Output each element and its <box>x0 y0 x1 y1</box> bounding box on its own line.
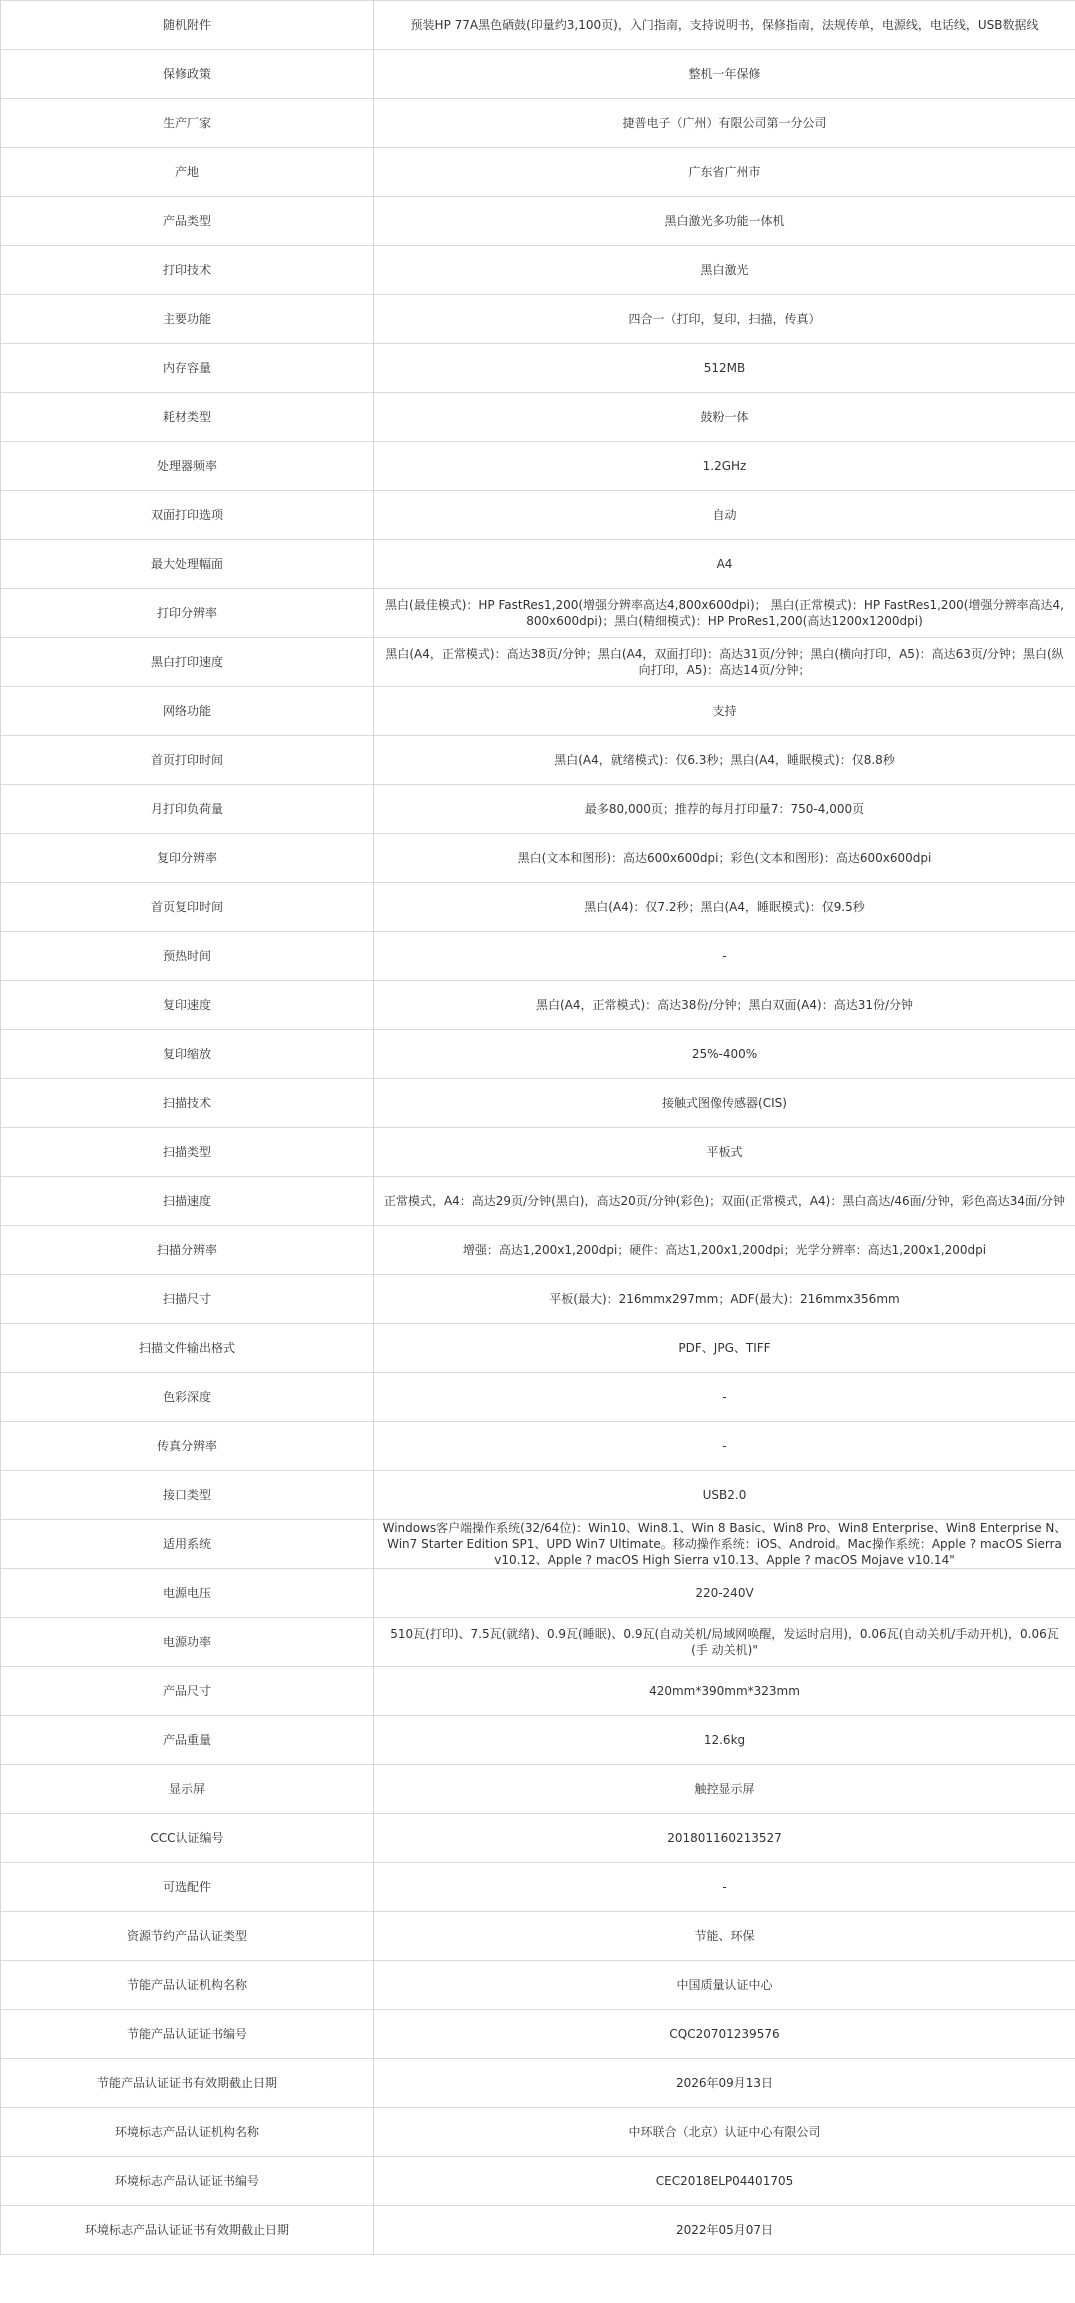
spec-label: 打印分辨率 <box>1 589 374 638</box>
spec-label: 耗材类型 <box>1 393 374 442</box>
spec-value: 201801160213527 <box>374 1814 1075 1863</box>
spec-row <box>1 1618 1075 1667</box>
spec-row <box>1 1 1075 50</box>
spec-row <box>1 1373 1075 1422</box>
spec-row <box>1 2010 1075 2059</box>
spec-value: 中国质量认证中心 <box>374 1961 1075 2010</box>
spec-value: 黑白(A4，就绪模式)：仅6.3秒；黑白(A4，睡眠模式)：仅8.8秒 <box>374 736 1075 785</box>
spec-row <box>1 1177 1075 1226</box>
spec-label: 节能产品认证机构名称 <box>1 1961 374 2010</box>
spec-value: 25%-400% <box>374 1030 1075 1079</box>
spec-value: - <box>374 1863 1075 1912</box>
spec-value: 支持 <box>374 687 1075 736</box>
spec-label: 主要功能 <box>1 295 374 344</box>
spec-row <box>1 2059 1075 2108</box>
spec-label: 双面打印选项 <box>1 491 374 540</box>
spec-row <box>1 246 1075 295</box>
spec-label: 扫描速度 <box>1 1177 374 1226</box>
spec-label: 月打印负荷量 <box>1 785 374 834</box>
spec-row <box>1 1128 1075 1177</box>
spec-row <box>1 883 1075 932</box>
spec-label: 环境标志产品认证机构名称 <box>1 2108 374 2157</box>
spec-row <box>1 2206 1075 2255</box>
spec-value: CEC2018ELP04401705 <box>374 2157 1075 2206</box>
spec-value: 12.6kg <box>374 1716 1075 1765</box>
spec-value: - <box>374 932 1075 981</box>
spec-row <box>1 589 1075 638</box>
spec-row <box>1 1471 1075 1520</box>
spec-row <box>1 344 1075 393</box>
spec-row <box>1 932 1075 981</box>
spec-label: 节能产品认证证书有效期截止日期 <box>1 2059 374 2108</box>
spec-label: 产品尺寸 <box>1 1667 374 1716</box>
spec-value: 增强：高达1,200x1,200dpi；硬件：高达1,200x1,200dpi；光学分辨率：高达1,200x1,200dpi <box>374 1226 1075 1275</box>
spec-label: 传真分辨率 <box>1 1422 374 1471</box>
spec-table-body <box>1 1 1075 2255</box>
spec-value: CQC20701239576 <box>374 2010 1075 2059</box>
spec-value: 510瓦(打印)、7.5瓦(就绪)、0.9瓦(睡眠)、0.9瓦(自动关机/局域网唤醒，发运时启用)，0.06瓦(自动关机/手动开机)，0.06瓦(手 动关机)" <box>374 1618 1075 1667</box>
spec-value: USB2.0 <box>374 1471 1075 1520</box>
spec-value: 2026年09月13日 <box>374 2059 1075 2108</box>
spec-label: 环境标志产品认证证书有效期截止日期 <box>1 2206 374 2255</box>
spec-value: 预装HP 77A黑色硒鼓(印量约3,100页)，入门指南，支持说明书，保修指南，法规传单，电源线，电话线，USB数据线 <box>374 1 1075 50</box>
spec-label: 产地 <box>1 148 374 197</box>
spec-value: 平板(最大)：216mmx297mm；ADF(最大)：216mmx356mm <box>374 1275 1075 1324</box>
spec-value: A4 <box>374 540 1075 589</box>
spec-row <box>1 1716 1075 1765</box>
spec-row <box>1 1863 1075 1912</box>
spec-value: 最多80,000页；推荐的每月打印量7：750-4,000页 <box>374 785 1075 834</box>
spec-row <box>1 1275 1075 1324</box>
spec-value: 1.2GHz <box>374 442 1075 491</box>
spec-row <box>1 442 1075 491</box>
spec-label: 色彩深度 <box>1 1373 374 1422</box>
spec-label: 复印缩放 <box>1 1030 374 1079</box>
spec-label: 扫描技术 <box>1 1079 374 1128</box>
spec-value: 黑白激光 <box>374 246 1075 295</box>
spec-value: 黑白(A4)：仅7.2秒；黑白(A4，睡眠模式)：仅9.5秒 <box>374 883 1075 932</box>
spec-row <box>1 295 1075 344</box>
spec-row <box>1 148 1075 197</box>
spec-value: 黑白(最佳模式)：HP FastRes1,200(增强分辨率高达4,800x600dpi)； 黑白(正常模式)：HP FastRes1,200(增强分辨率高达4,800x600dpi)；黑白(精细模式)：HP ProRes1,200(高达1200x1200dpi) <box>374 589 1075 638</box>
spec-value: 鼓粉一体 <box>374 393 1075 442</box>
spec-value: 广东省广州市 <box>374 148 1075 197</box>
spec-label: 生产厂家 <box>1 99 374 148</box>
spec-value: Windows客户端操作系统(32/64位)：Win10、Win8.1、Win 8 Basic、Win8 Pro、Win8 Enterprise、Win8 Enterprise N、Win7 Starter Edition SP1、UPD Win7 Ultimate。移动操作系统：iOS、Android。Mac操作系统：Apple ? macOS Sierra v10.12、Apple ? macOS High Sierra v10.13、Apple ? macOS Mojave v10.14" <box>374 1520 1075 1569</box>
spec-label: 资源节约产品认证类型 <box>1 1912 374 1961</box>
spec-label: 网络功能 <box>1 687 374 736</box>
spec-label: 复印速度 <box>1 981 374 1030</box>
spec-value: 节能、环保 <box>374 1912 1075 1961</box>
spec-row <box>1 1226 1075 1275</box>
spec-row <box>1 50 1075 99</box>
spec-label: 扫描类型 <box>1 1128 374 1177</box>
spec-label: 接口类型 <box>1 1471 374 1520</box>
spec-label: 最大处理幅面 <box>1 540 374 589</box>
spec-label: 复印分辨率 <box>1 834 374 883</box>
spec-value: 四合一（打印，复印，扫描，传真） <box>374 295 1075 344</box>
spec-row <box>1 1667 1075 1716</box>
spec-row <box>1 2108 1075 2157</box>
spec-label: CCC认证编号 <box>1 1814 374 1863</box>
spec-value: 黑白(A4，正常模式)：高达38页/分钟；黑白(A4，双面打印)：高达31页/分钟；黑白(横向打印，A5)：高达63页/分钟；黑白(纵向打印，A5)：高达14页/分钟； <box>374 638 1075 687</box>
spec-value: 正常模式，A4：高达29页/分钟(黑白)，高达20页/分钟(彩色)；双面(正常模式，A4)：黑白高达/46面/分钟，彩色高达34面/分钟 <box>374 1177 1075 1226</box>
spec-value: 自动 <box>374 491 1075 540</box>
spec-row <box>1 1324 1075 1373</box>
spec-label: 扫描分辨率 <box>1 1226 374 1275</box>
spec-label: 首页打印时间 <box>1 736 374 785</box>
spec-row <box>1 1912 1075 1961</box>
spec-value: 黑白(A4，正常模式)：高达38份/分钟；黑白双面(A4)：高达31份/分钟 <box>374 981 1075 1030</box>
spec-value: 整机一年保修 <box>374 50 1075 99</box>
spec-row <box>1 1030 1075 1079</box>
spec-row <box>1 99 1075 148</box>
spec-row <box>1 393 1075 442</box>
spec-value: 接触式图像传感器(CIS) <box>374 1079 1075 1128</box>
spec-value: 黑白激光多功能一体机 <box>374 197 1075 246</box>
spec-row <box>1 638 1075 687</box>
spec-label: 扫描文件输出格式 <box>1 1324 374 1373</box>
spec-label: 产品类型 <box>1 197 374 246</box>
spec-row <box>1 1961 1075 2010</box>
spec-row <box>1 834 1075 883</box>
spec-value: 黑白(文本和图形)：高达600x600dpi；彩色(文本和图形)：高达600x600dpi <box>374 834 1075 883</box>
spec-label: 首页复印时间 <box>1 883 374 932</box>
spec-value: PDF、JPG、TIFF <box>374 1324 1075 1373</box>
spec-value: 中环联合（北京）认证中心有限公司 <box>374 2108 1075 2157</box>
spec-row <box>1 736 1075 785</box>
spec-row <box>1 1814 1075 1863</box>
spec-row <box>1 1422 1075 1471</box>
spec-row <box>1 491 1075 540</box>
spec-label: 环境标志产品认证证书编号 <box>1 2157 374 2206</box>
spec-row <box>1 785 1075 834</box>
spec-row <box>1 197 1075 246</box>
spec-label: 预热时间 <box>1 932 374 981</box>
spec-value: 触控显示屏 <box>374 1765 1075 1814</box>
spec-value: 2022年05月07日 <box>374 2206 1075 2255</box>
spec-label: 黑白打印速度 <box>1 638 374 687</box>
spec-label: 产品重量 <box>1 1716 374 1765</box>
spec-value: 平板式 <box>374 1128 1075 1177</box>
spec-label: 内存容量 <box>1 344 374 393</box>
spec-label: 保修政策 <box>1 50 374 99</box>
spec-label: 随机附件 <box>1 1 374 50</box>
spec-label: 扫描尺寸 <box>1 1275 374 1324</box>
spec-label: 电源电压 <box>1 1569 374 1618</box>
spec-row <box>1 1765 1075 1814</box>
spec-label: 节能产品认证证书编号 <box>1 2010 374 2059</box>
spec-value: - <box>374 1422 1075 1471</box>
spec-value: - <box>374 1373 1075 1422</box>
spec-value: 512MB <box>374 344 1075 393</box>
spec-row <box>1 1569 1075 1618</box>
spec-value: 420mm*390mm*323mm <box>374 1667 1075 1716</box>
spec-label: 电源功率 <box>1 1618 374 1667</box>
spec-value: 220-240V <box>374 1569 1075 1618</box>
spec-row <box>1 687 1075 736</box>
spec-label: 打印技术 <box>1 246 374 295</box>
spec-label: 适用系统 <box>1 1520 374 1569</box>
spec-value: 捷普电子（广州）有限公司第一分公司 <box>374 99 1075 148</box>
spec-row <box>1 1079 1075 1128</box>
spec-row <box>1 981 1075 1030</box>
spec-label: 显示屏 <box>1 1765 374 1814</box>
spec-row <box>1 1520 1075 1569</box>
spec-row <box>1 540 1075 589</box>
spec-row <box>1 2157 1075 2206</box>
spec-label: 可选配件 <box>1 1863 374 1912</box>
spec-label: 处理器频率 <box>1 442 374 491</box>
